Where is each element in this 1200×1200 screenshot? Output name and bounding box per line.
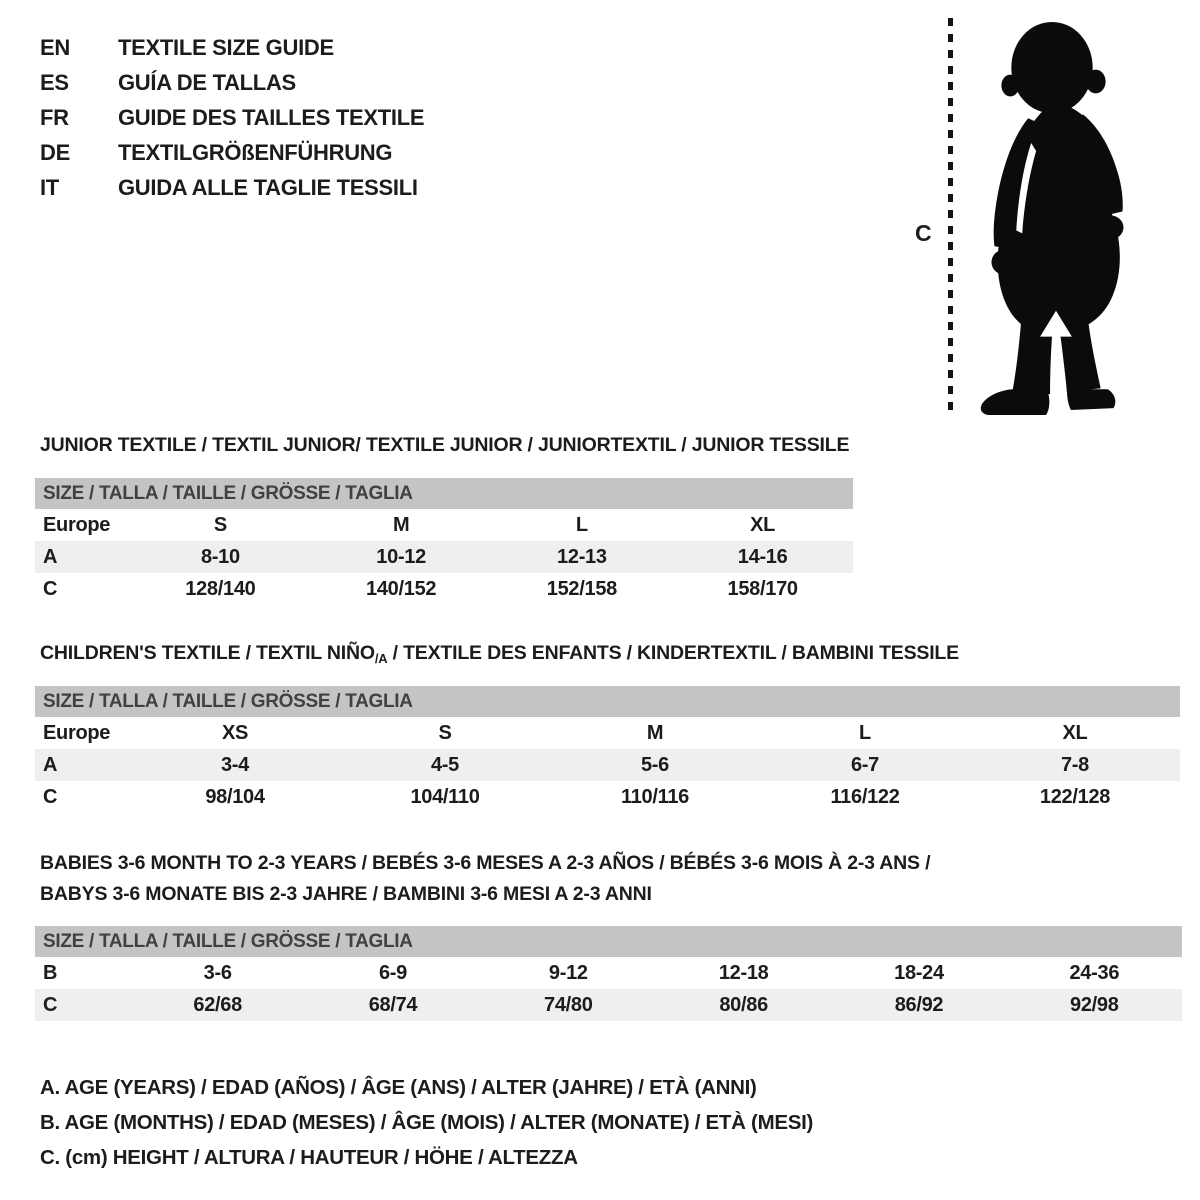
height-cell: 128/140	[185, 577, 256, 600]
size-header-text: SIZE / TALLA / TAILLE / GRÖSSE / TAGLIA	[35, 686, 1180, 717]
children-section-heading	[40, 642, 959, 666]
language-code: FR	[40, 105, 69, 130]
height-cell: 62/68	[130, 989, 305, 1021]
height-cell: 92/98	[1007, 989, 1182, 1021]
size-cell: M	[646, 721, 664, 744]
language-row-de	[40, 135, 424, 170]
height-cell: 74/80	[481, 989, 656, 1021]
heading-text: / TEXTILE DES ENFANTS / KINDERTEXTIL / BAMBINI TESSILE	[387, 642, 959, 664]
size-cell: XL	[750, 513, 776, 536]
language-code: EN	[40, 35, 70, 60]
legend-height-cm: C. (cm) HEIGHT / ALTURA / HAUTEUR / HÖHE / ALTEZZA	[40, 1146, 578, 1169]
row-label: A	[35, 541, 130, 573]
height-measure-figure	[905, 14, 1165, 426]
age-cell: 4-5	[340, 749, 550, 781]
age-cell: 6-9	[378, 961, 407, 984]
table-row-europe	[35, 717, 1180, 749]
size-header-bar	[35, 926, 1182, 957]
language-row-en	[40, 30, 424, 65]
age-cell: 3-4	[130, 749, 340, 781]
junior-section-heading: JUNIOR TEXTILE / TEXTIL JUNIOR/ TEXTILE JUNIOR / JUNIORTEXTIL / JUNIOR TESSILE	[40, 434, 850, 456]
height-cell: 116/122	[830, 785, 900, 808]
height-cell: 122/128	[1039, 785, 1111, 808]
row-label: C	[35, 989, 130, 1021]
heading-line-2: BABYS 3-6 MONATE BIS 2-3 JAHRE / BAMBINI 3-6 MESI A 2-3 ANNI	[40, 883, 652, 905]
row-label: Europe	[43, 721, 111, 744]
language-title: TEXTILE SIZE GUIDE	[118, 35, 334, 60]
height-cell: 68/74	[305, 989, 480, 1021]
age-cell: 12-13	[492, 541, 673, 573]
table-row-age	[35, 541, 853, 573]
babies-section-heading	[40, 848, 930, 910]
measure-c-label: C	[915, 220, 932, 246]
table-row-age	[35, 749, 1180, 781]
heading-text: CHILDREN'S TEXTILE / TEXTIL NIÑO	[40, 642, 375, 664]
age-cell: 3-6	[203, 961, 232, 984]
language-row-it	[40, 170, 424, 205]
babies-size-table	[35, 926, 1182, 1021]
size-cell: XS	[221, 721, 249, 744]
height-cell: 110/116	[621, 785, 689, 808]
row-label: B	[43, 961, 58, 984]
language-row-fr	[40, 100, 424, 135]
age-cell: 9-12	[548, 961, 588, 984]
age-cell: 8-10	[130, 541, 311, 573]
height-cell: 104/110	[410, 785, 480, 808]
dashed-measure-line	[948, 18, 953, 416]
row-label: Europe	[43, 513, 111, 536]
height-cell: 140/152	[366, 577, 437, 600]
height-cell: 98/104	[205, 785, 265, 808]
heading-subscript: /A	[374, 651, 388, 666]
row-label: C	[43, 577, 58, 600]
measure-legend	[40, 1070, 813, 1175]
language-title: GUÍA DE TALLAS	[118, 70, 296, 95]
height-cell: 158/170	[727, 577, 798, 600]
children-size-table	[35, 686, 1180, 813]
size-header-bar	[35, 478, 853, 509]
row-label: C	[43, 785, 58, 808]
size-cell: S	[438, 721, 452, 744]
age-cell: 24-36	[1069, 961, 1120, 984]
size-cell: M	[392, 513, 410, 536]
heading-line-1: BABIES 3-6 MONTH TO 2-3 YEARS / BEBÉS 3-6 MESES A 2-3 AÑOS / BÉBÉS 3-6 MOIS À 2-3 ANS /	[40, 852, 931, 874]
language-title: GUIDE DES TAILLES TEXTILE	[118, 105, 425, 130]
size-cell: L	[575, 513, 588, 536]
height-cell: 80/86	[656, 989, 831, 1021]
height-cell: 86/92	[831, 989, 1006, 1021]
language-code: ES	[40, 70, 69, 95]
legend-age-months: B. AGE (MONTHS) / EDAD (MESES) / ÂGE (MOIS) / ALTER (MONATE) / ETÀ (MESI)	[40, 1111, 814, 1134]
age-cell: 14-16	[672, 541, 853, 573]
height-cell: 152/158	[546, 577, 617, 600]
age-cell: 10-12	[311, 541, 492, 573]
table-row-height	[35, 781, 1180, 813]
size-header-text: SIZE / TALLA / TAILLE / GRÖSSE / TAGLIA	[35, 926, 1182, 957]
table-row-height	[35, 989, 1182, 1021]
table-row-europe	[35, 509, 853, 541]
age-cell: 18-24	[894, 961, 944, 984]
language-title-list	[40, 30, 424, 205]
language-title: GUIDA ALLE TAGLIE TESSILI	[118, 175, 418, 200]
language-code: DE	[40, 140, 70, 165]
age-cell: 7-8	[970, 749, 1180, 781]
size-header-bar	[35, 686, 1180, 717]
age-cell: 12-18	[718, 961, 769, 984]
junior-size-table	[35, 478, 853, 605]
size-header-text: SIZE / TALLA / TAILLE / GRÖSSE / TAGLIA	[35, 478, 853, 509]
legend-age-years: A. AGE (YEARS) / EDAD (AÑOS) / ÂGE (ANS) / ALTER (JAHRE) / ETÀ (ANNI)	[40, 1076, 757, 1099]
table-row-height	[35, 573, 853, 605]
size-cell: S	[213, 513, 227, 536]
language-code: IT	[40, 175, 59, 200]
size-cell: L	[859, 721, 871, 744]
language-row-es	[40, 65, 424, 100]
language-title: TEXTILGRÖßENFÜHRUNG	[118, 140, 393, 165]
size-cell: XL	[1062, 721, 1088, 744]
toddler-silhouette-image	[963, 16, 1145, 423]
row-label: A	[35, 749, 130, 781]
age-cell: 5-6	[550, 749, 760, 781]
table-row-age-months	[35, 957, 1182, 989]
age-cell: 6-7	[760, 749, 970, 781]
